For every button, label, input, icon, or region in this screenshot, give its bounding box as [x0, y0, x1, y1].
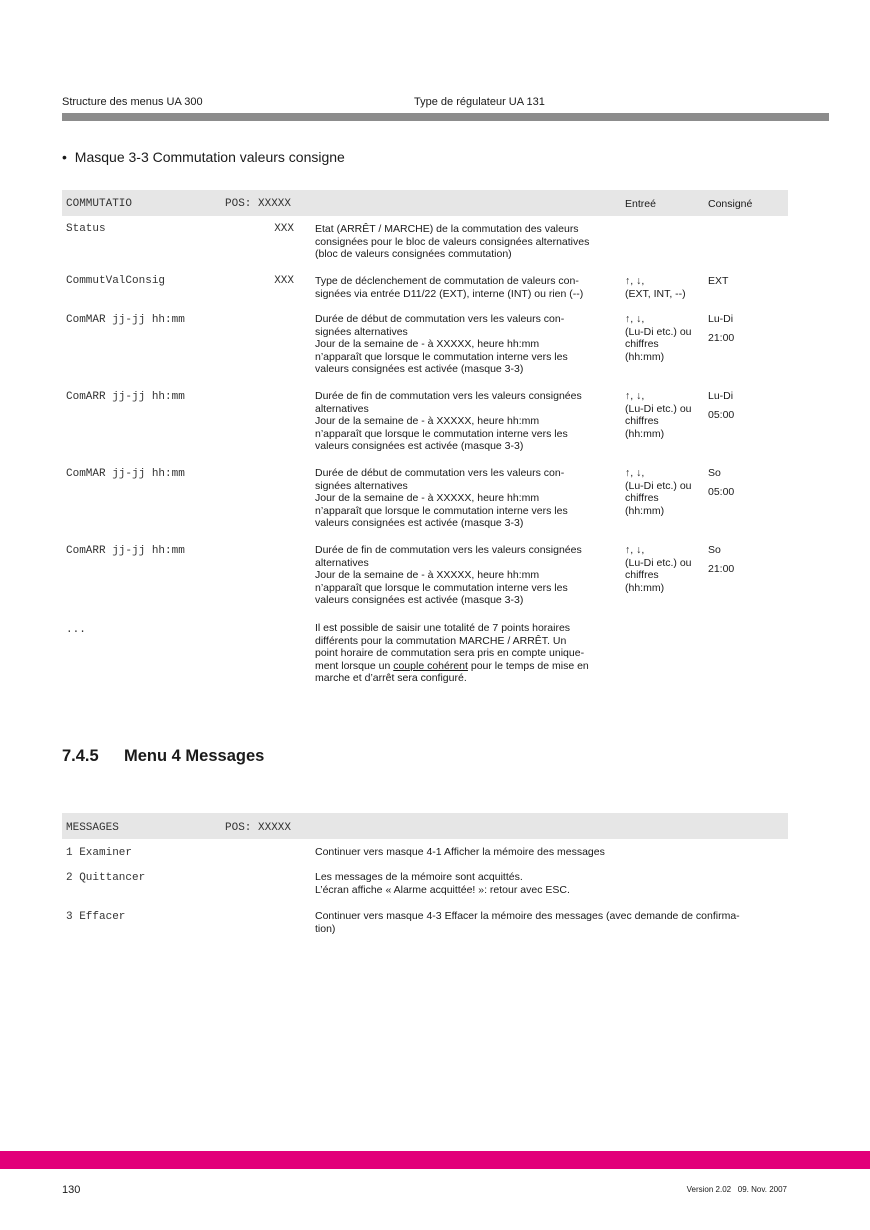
- table-row-note: [315, 622, 635, 685]
- table-row-name: 1 Examiner: [66, 847, 133, 859]
- table1-col-entry: Entreé: [625, 198, 656, 210]
- page-number: 130: [62, 1184, 81, 1196]
- version-info: Version 2.02 09. Nov. 2007: [686, 1185, 787, 1194]
- table-row-entry: ↑, ↓, (Lu-Di etc.) ou chiffres (hh:mm): [625, 390, 692, 440]
- heading-number: 7.4.5: [62, 747, 99, 765]
- note-text-a: Il est possible de saisir une totalité de 7 points horaires différents pour la commutation MARCHE / ARRÊT. Un point horaire de commutation sera pris en compte unique- ment lorsque un: [315, 622, 585, 672]
- table-row-desc: Continuer vers masque 4-1 Afficher la mémoire des messages: [315, 846, 605, 858]
- table-row-name: CommutValConsig: [66, 275, 166, 287]
- section-title-text: Masque 3-3 Commutation valeurs consigne: [74, 149, 345, 165]
- table-row-desc: Durée de début de commutation vers les valeurs con- signées alternatives Jour de la semaine de - à XXXXX, heure hh:mm n’apparaît que lorsque le commutation interne vers les valeurs consignées est activée (masque 3-3): [315, 467, 568, 529]
- header-left: Structure des menus UA 300: [62, 96, 203, 108]
- table-row-desc: Continuer vers masque 4-3 Effacer la mémoire des messages (avec demande de confirma- tion): [315, 910, 740, 935]
- note-text-underlined: couple cohérent: [393, 659, 468, 672]
- table-row-setpoint-day: So: [708, 467, 721, 479]
- table-row-setpoint-day: So: [708, 544, 721, 556]
- table-row-setpoint: EXT: [708, 275, 729, 287]
- table-row-desc: Etat (ARRÊT / MARCHE) de la commutation des valeurs consignées pour le bloc de valeurs consignées alternatives (bloc de valeurs consignées commutation): [315, 223, 590, 260]
- table-row-desc: Durée de fin de commutation vers les valeurs consignées alternatives Jour de la semaine de - à XXXXX, heure hh:mm n’apparaît que lorsque le commutation interne vers les valeurs consignées est activée (masque 3-3): [315, 544, 582, 606]
- table-row-setpoint-time: 05:00: [708, 486, 735, 498]
- table-row-name: Status: [66, 223, 106, 235]
- table-row-desc: Durée de début de commutation vers les valeurs con- signées alternatives Jour de la semaine de - à XXXXX, heure hh:mm n’apparaît que lorsque le commutation interne vers les valeurs consignées est activée (masque 3-3): [315, 313, 568, 375]
- header-divider: [62, 113, 829, 121]
- table-row-ellipsis: ...: [66, 624, 86, 636]
- table-row-value: XXX: [274, 275, 294, 287]
- table-row-value: XXX: [274, 223, 294, 235]
- table1-header: [62, 190, 788, 216]
- table-row-name: ComARR jj-jj hh:mm: [66, 545, 185, 557]
- table-row-desc: Les messages de la mémoire sont acquittés. L’écran affiche « Alarme acquittée! »: retour avec ESC.: [315, 871, 570, 896]
- table-row-entry: ↑, ↓, (EXT, INT, --): [625, 275, 686, 300]
- table-row-setpoint-time: 21:00: [708, 332, 735, 344]
- table-row-desc: Type de déclenchement de commutation de valeurs con- signées via entrée D11/22 (EXT), interne (INT) ou rien (--): [315, 275, 584, 300]
- table2-header: [62, 813, 788, 839]
- footer-accent-bar: [0, 1151, 870, 1169]
- table-row-setpoint-time: 05:00: [708, 409, 735, 421]
- bullet: •: [62, 149, 67, 165]
- heading-title: Menu 4 Messages: [124, 747, 265, 765]
- table-row-name: ComARR jj-jj hh:mm: [66, 391, 185, 403]
- section-title: [62, 149, 345, 165]
- table-row-name: 2 Quittancer: [66, 872, 146, 884]
- table1-col-setpoint: Consigné: [708, 198, 753, 210]
- table-row-setpoint-time: 21:00: [708, 563, 735, 575]
- table-row-desc: Durée de fin de commutation vers les valeurs consignées alternatives Jour de la semaine de - à XXXXX, heure hh:mm n’apparaît que lorsque le commutation interne vers les valeurs consignées est activée (masque 3-3): [315, 390, 582, 452]
- header-center: Type de régulateur UA 131: [414, 96, 545, 108]
- table-row-setpoint-day: Lu-Di: [708, 390, 734, 402]
- table-row-entry: ↑, ↓, (Lu-Di etc.) ou chiffres (hh:mm): [625, 544, 692, 594]
- table2-col-name: MESSAGES: [66, 822, 119, 834]
- table2-col-pos: POS: XXXXX: [225, 822, 292, 834]
- table-row-name: ComMAR jj-jj hh:mm: [66, 314, 185, 326]
- table1-col-pos: POS: XXXXX: [225, 198, 292, 210]
- table-row-entry: ↑, ↓, (Lu-Di etc.) ou chiffres (hh:mm): [625, 313, 692, 363]
- table-row-setpoint-day: Lu-Di: [708, 313, 734, 325]
- table-row-entry: ↑, ↓, (Lu-Di etc.) ou chiffres (hh:mm): [625, 467, 692, 517]
- table1-col-name: COMMUTATIO: [66, 198, 133, 210]
- note-text-b: pour le temps de mise en marche et d’arrêt sera configuré.: [315, 659, 589, 684]
- table-row-name: 3 Effacer: [66, 911, 126, 923]
- table-row-name: ComMAR jj-jj hh:mm: [66, 468, 185, 480]
